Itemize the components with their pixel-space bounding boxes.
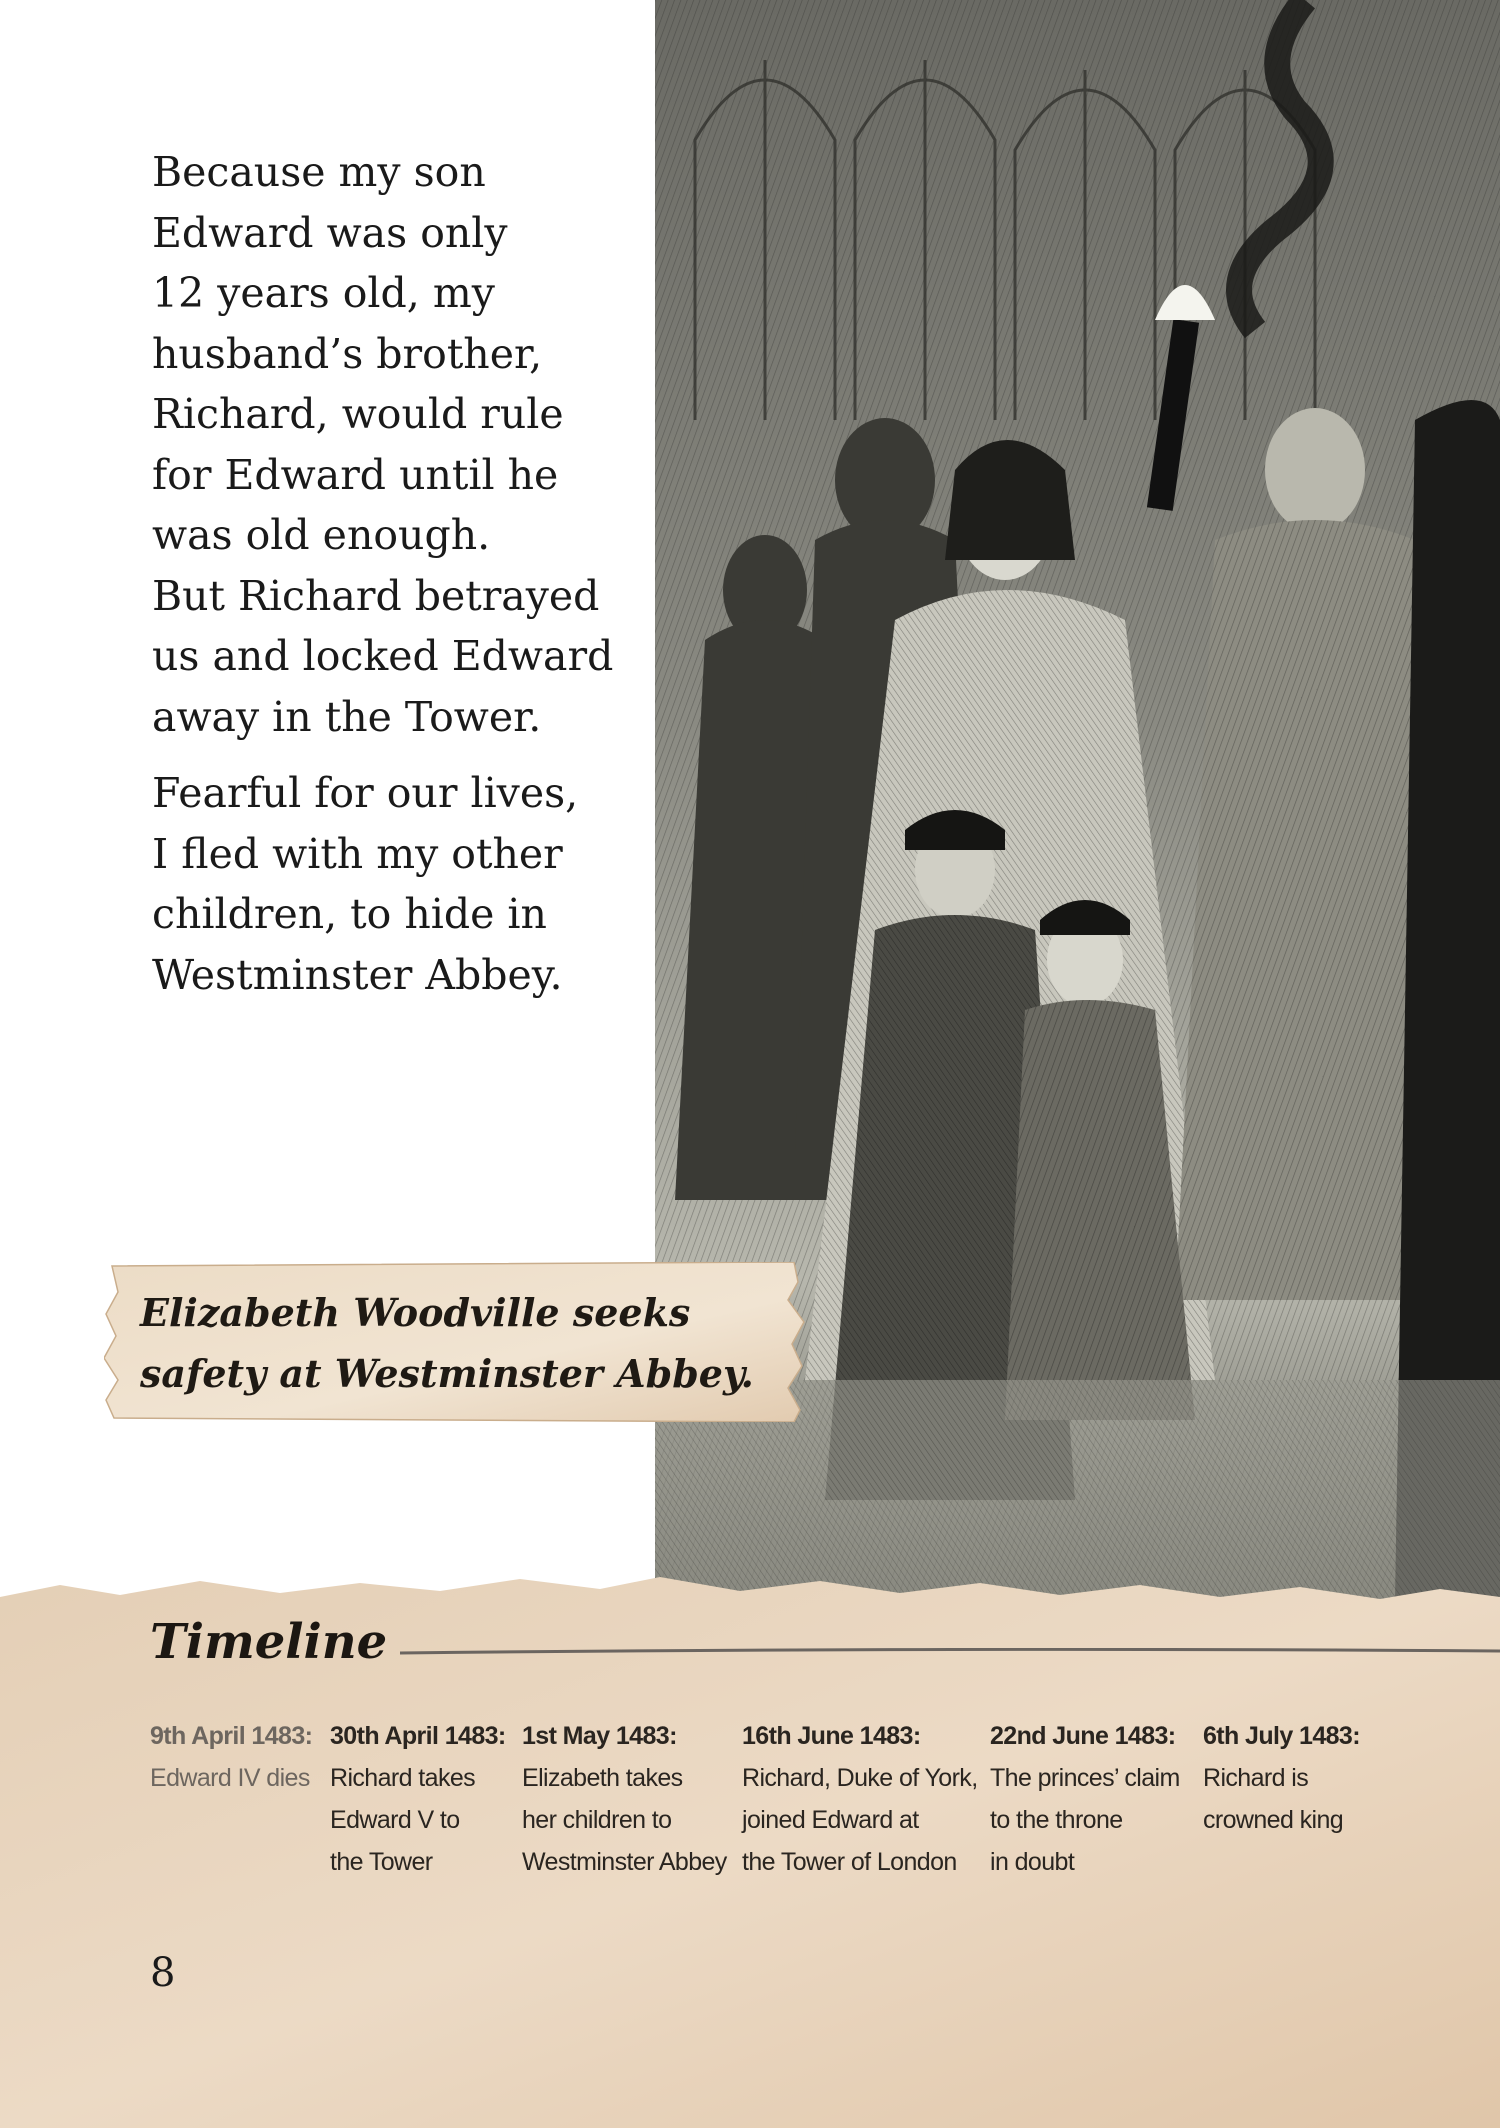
timeline-date: 22nd June 1483: xyxy=(990,1722,1176,1750)
story-line: 12 years old, my xyxy=(152,269,495,317)
timeline-event-line: Richard takes xyxy=(330,1764,476,1792)
timeline-event-line: Richard, Duke of York, xyxy=(742,1764,978,1792)
story-line: was old enough. xyxy=(152,511,491,559)
timeline-date: 1st May 1483: xyxy=(522,1722,677,1750)
timeline-event xyxy=(330,1757,506,1883)
story-line: children, to hide in xyxy=(152,890,547,938)
story-paragraph-2 xyxy=(152,763,652,1005)
story-paragraph-1 xyxy=(152,142,652,747)
timeline-title: Timeline xyxy=(150,1614,388,1670)
story-line: husband’s brother, xyxy=(152,329,543,378)
timeline-event-line: Richard is xyxy=(1203,1764,1309,1792)
timeline-event-line: her children to xyxy=(522,1806,672,1834)
timeline-event xyxy=(522,1757,727,1883)
caption-line: safety at Westminster Abbey. xyxy=(140,1351,754,1396)
story-line: us and locked Edward xyxy=(152,632,614,680)
timeline-event-line: in doubt xyxy=(990,1848,1075,1876)
timeline-date: 9th April 1483: xyxy=(150,1722,313,1750)
timeline-divider xyxy=(400,1648,1500,1656)
story-line: Because my son xyxy=(152,148,486,196)
timeline-entry xyxy=(150,1715,312,1799)
timeline-event xyxy=(150,1757,312,1799)
story-line: But Richard betrayed xyxy=(152,571,600,620)
caption-banner xyxy=(104,1262,809,1422)
timeline-event-line: the Tower of London xyxy=(742,1848,957,1876)
story-line: for Edward until he xyxy=(152,450,559,499)
timeline-event-line: Edward V to xyxy=(330,1806,460,1834)
timeline-entry xyxy=(1203,1715,1360,1841)
story-text xyxy=(152,142,652,1005)
timeline-event-line: The princes’ claim xyxy=(990,1764,1180,1792)
timeline-event-line: Elizabeth takes xyxy=(522,1764,683,1792)
timeline-entry xyxy=(522,1715,727,1883)
timeline-event-line: crowned king xyxy=(1203,1806,1344,1834)
story-line: Richard, would rule xyxy=(152,390,564,438)
timeline-entry xyxy=(330,1715,506,1883)
timeline-event-line: Westminster Abbey xyxy=(522,1848,727,1876)
timeline-entry xyxy=(742,1715,978,1883)
timeline-event xyxy=(990,1757,1180,1883)
page-number: 8 xyxy=(150,1950,176,1996)
timeline-date: 6th July 1483: xyxy=(1203,1722,1360,1750)
story-line: Westminster Abbey. xyxy=(152,950,563,999)
story-line: Edward was only xyxy=(152,208,508,257)
timeline-event-line: joined Edward at xyxy=(742,1806,919,1834)
timeline-date: 30th April 1483: xyxy=(330,1722,506,1750)
story-line: away in the Tower. xyxy=(152,692,542,741)
timeline-entry xyxy=(990,1715,1180,1883)
timeline-event-line: Edward IV dies xyxy=(150,1764,310,1792)
timeline-event-line: to the throne xyxy=(990,1806,1123,1834)
story-line: Fearful for our lives, xyxy=(152,769,579,817)
story-line: I fled with my other xyxy=(152,829,563,878)
caption-text xyxy=(140,1282,800,1404)
timeline-event-line: the Tower xyxy=(330,1848,433,1876)
timeline-date: 16th June 1483: xyxy=(742,1722,921,1750)
timeline-event xyxy=(742,1757,978,1883)
timeline-event xyxy=(1203,1757,1360,1841)
caption-line: Elizabeth Woodville seeks xyxy=(140,1290,691,1335)
